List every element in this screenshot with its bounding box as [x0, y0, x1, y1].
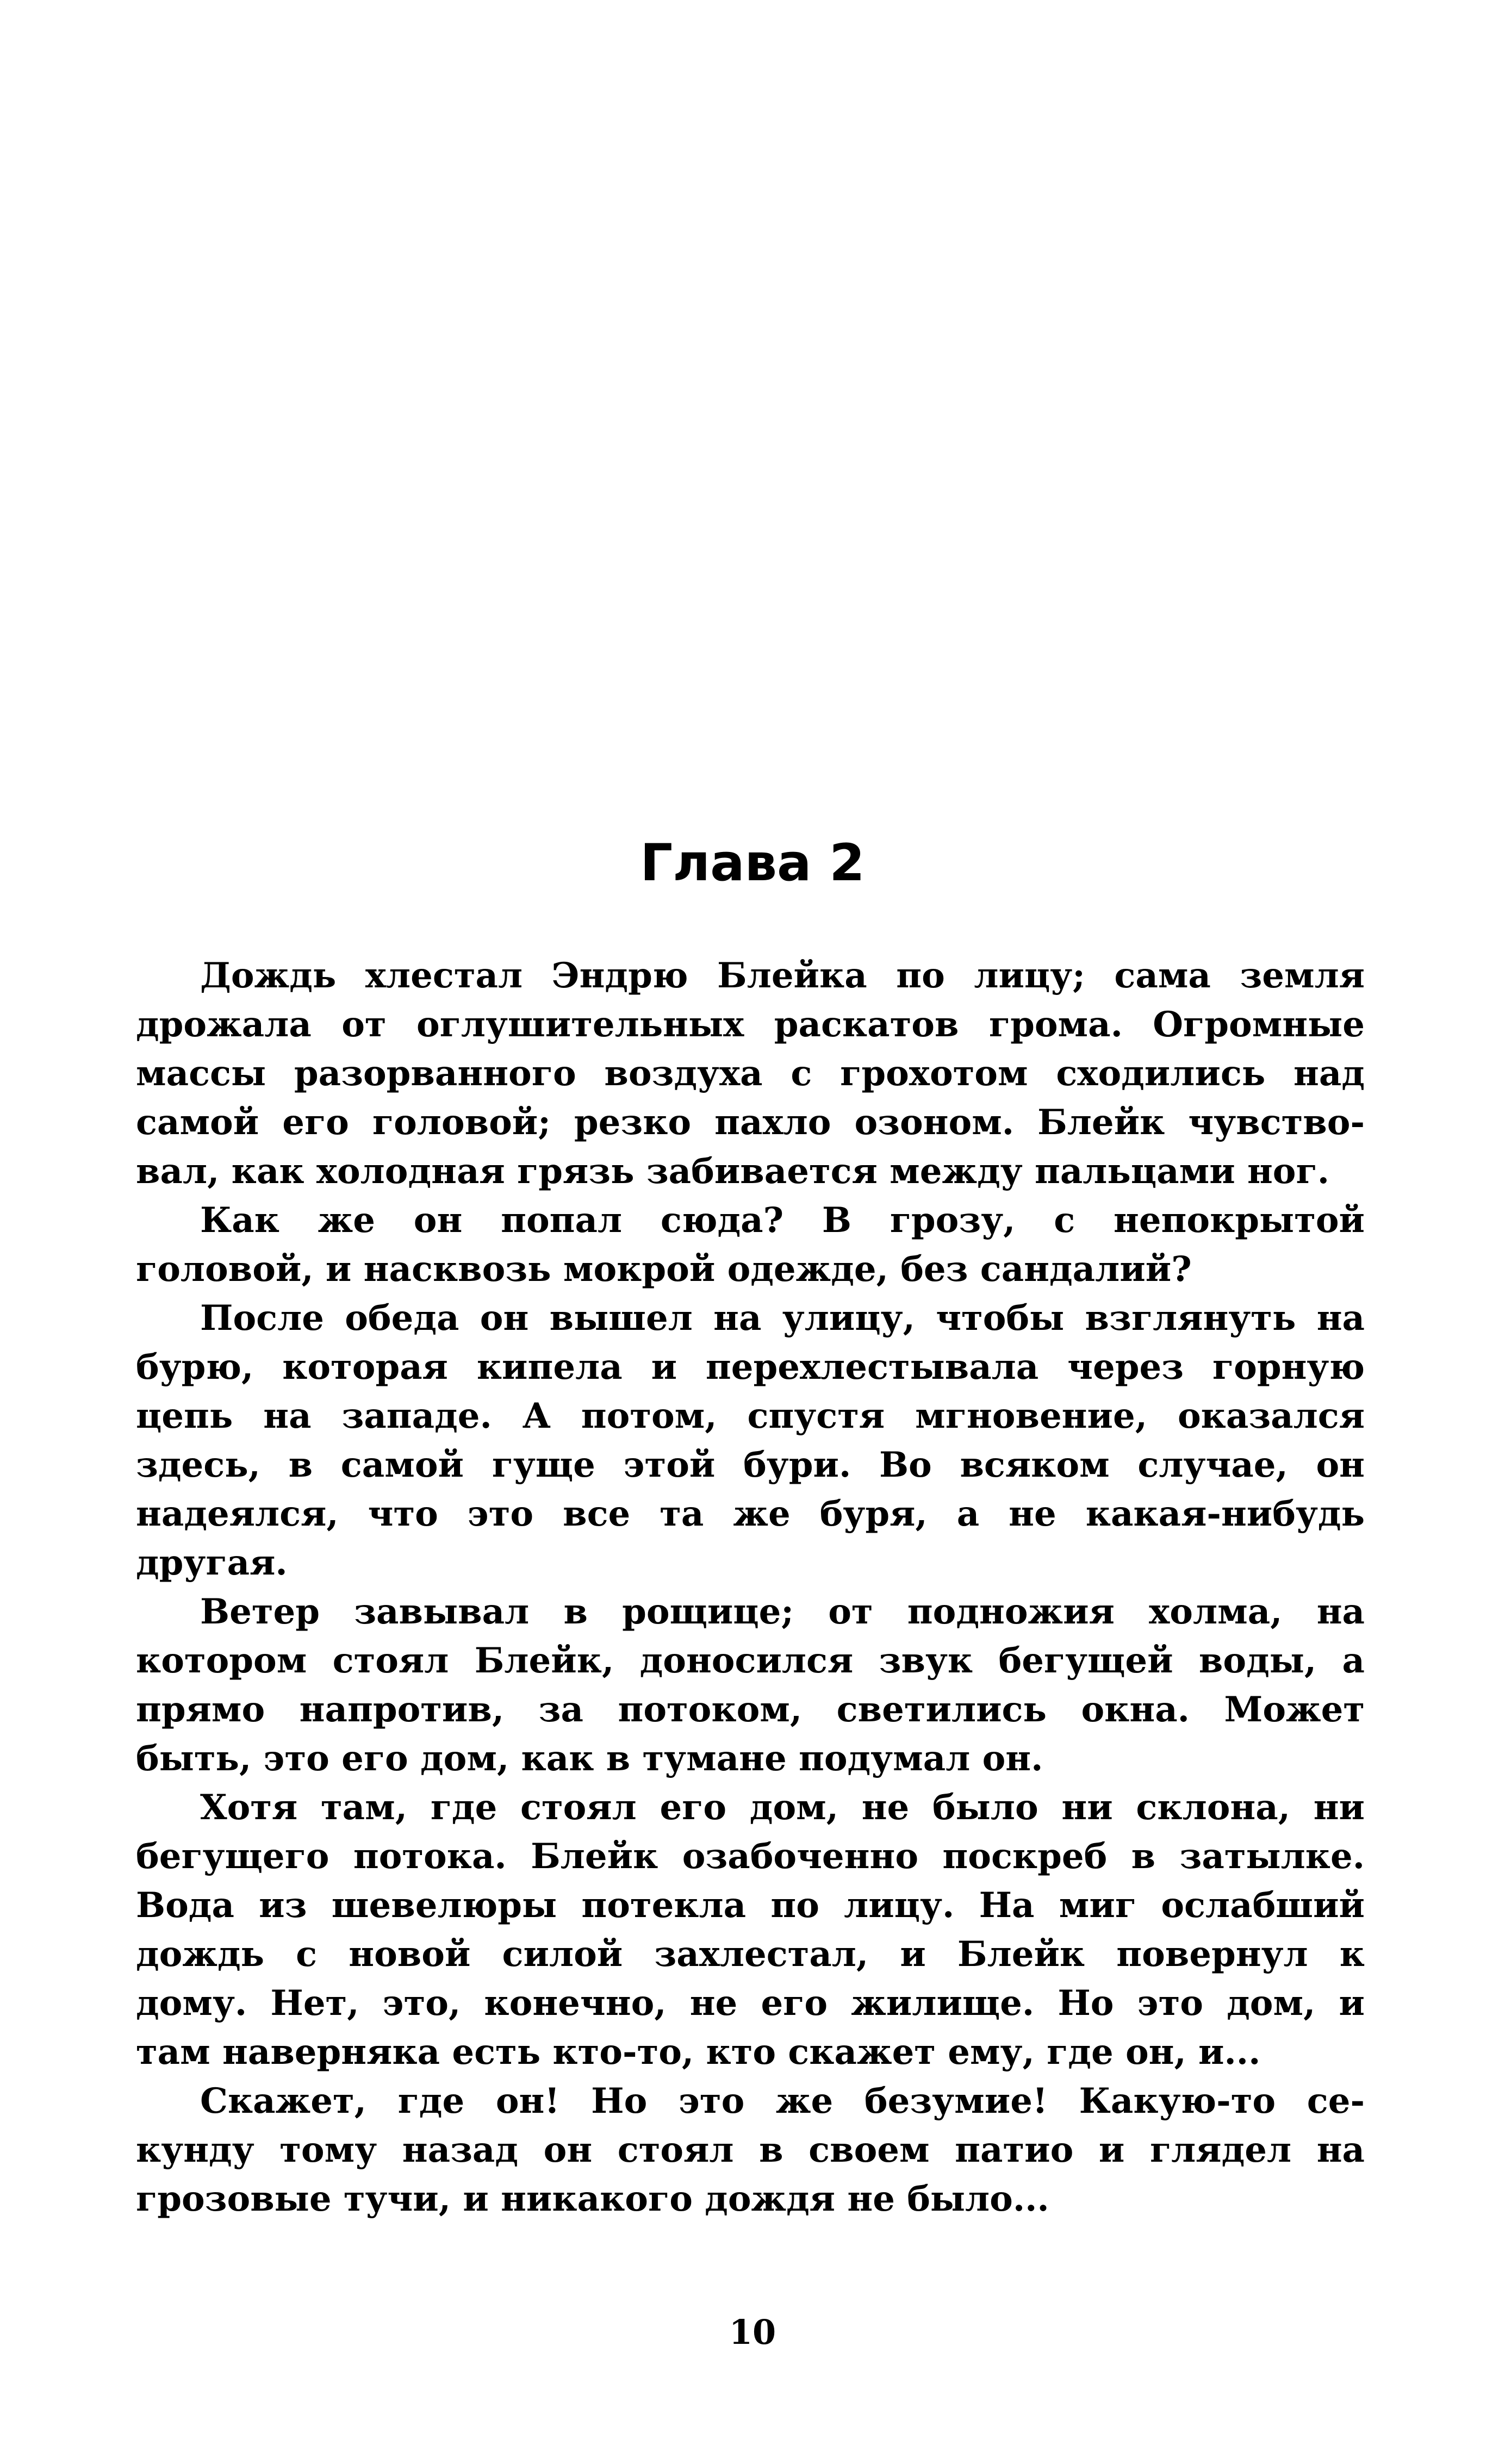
- text-line: быть, это его дом, как в тумане подумал он.: [136, 1738, 1043, 1779]
- text-line: прямо напротив, за потоком, светились окна. Может: [136, 1689, 1365, 1730]
- text-line: дождь с новой силой захлестал, и Блейк повернул к: [136, 1934, 1365, 1975]
- text-line: Ветер завывал в рощице; от подножия холма, на: [200, 1591, 1365, 1632]
- text-line: Как же он попал сюда? В грозу, с непокрытой: [200, 1200, 1365, 1241]
- body-text: [136, 951, 1365, 2224]
- text-line: дрожала от оглушительных раскатов грома. Огромные: [136, 1004, 1365, 1045]
- text-line: бурю, которая кипела и перехлестывала через горную: [136, 1347, 1365, 1387]
- text-line: Скажет, где он! Но это же безумие! Какую-то се-: [200, 2081, 1365, 2121]
- text-line: здесь, в самой гуще этой бури. Во всяком случае, он: [136, 1445, 1365, 1485]
- text-line: там наверняка есть кто-то, кто скажет ему, где он, и...: [136, 2032, 1261, 2073]
- text-line: кунду тому назад он стоял в своем патио и глядел на: [136, 2130, 1365, 2170]
- paragraph: [136, 1294, 1365, 1588]
- text-line: Дождь хлестал Эндрю Блейка по лицу; сама земля: [200, 955, 1365, 996]
- paragraph: [136, 2077, 1365, 2224]
- text-line: Хотя там, где стоял его дом, не было ни склона, ни: [200, 1787, 1365, 1828]
- paragraph: [136, 1783, 1365, 2077]
- paragraph: [136, 1196, 1365, 1294]
- text-line: бегущего потока. Блейк озабоченно поскреб в затылке.: [136, 1836, 1365, 1877]
- page-number: 10: [729, 2312, 776, 2352]
- text-line: дому. Нет, это, конечно, не его жилище. Но это дом, и: [136, 1983, 1365, 2024]
- paragraph: [136, 1588, 1365, 1783]
- text-line: другая.: [136, 1542, 288, 1583]
- text-line: массы разорванного воздуха с грохотом сходились над: [136, 1053, 1365, 1094]
- text-line: вал, как холодная грязь забивается между пальцами ног.: [136, 1151, 1329, 1192]
- text-line: грозовые тучи, и никакого дождя не было...: [136, 2179, 1049, 2219]
- paragraph: [136, 951, 1365, 1196]
- text-line: головой, и насквозь мокрой одежде, без сандалий?: [136, 1249, 1192, 1290]
- chapter-title: Глава 2: [640, 833, 865, 893]
- text-line: надеялся, что это все та же буря, а не какая-нибудь: [136, 1494, 1365, 1534]
- text-line: Вода из шевелюры потекла по лицу. На миг ослабший: [136, 1885, 1365, 1926]
- text-line: После обеда он вышел на улицу, чтобы взглянуть на: [200, 1298, 1365, 1339]
- text-line: цепь на западе. А потом, спустя мгновение, оказался: [136, 1396, 1365, 1436]
- text-line: котором стоял Блейк, доносился звук бегущей воды, а: [136, 1640, 1365, 1681]
- text-line: самой его головой; резко пахло озоном. Блейк чувство-: [136, 1102, 1365, 1143]
